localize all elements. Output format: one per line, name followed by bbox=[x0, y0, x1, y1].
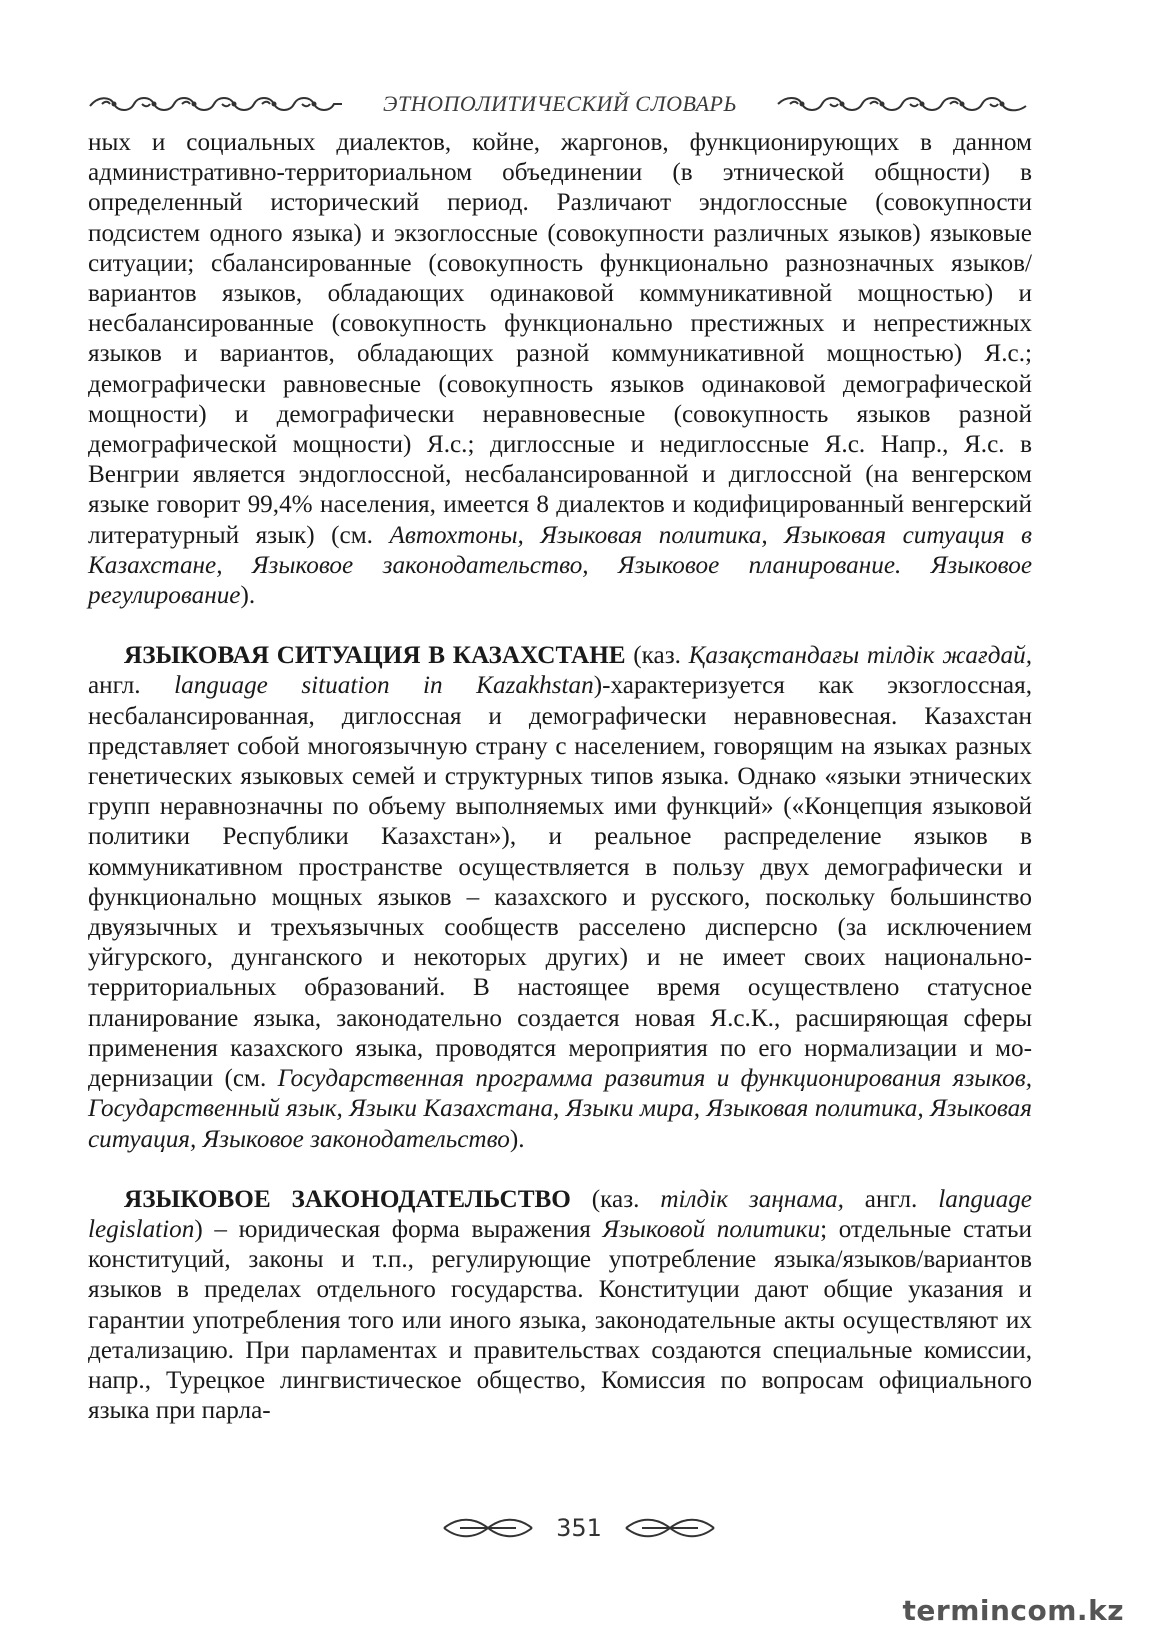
flourish-left-icon bbox=[440, 1515, 536, 1541]
entry-term: ЯЗЫКОВОЕ ЗАКОНОДАТЕЛЬСТВО bbox=[124, 1185, 571, 1213]
dictionary-entry-language-legislation: ЯЗЫКОВОЕ ЗАКОНОДАТЕЛЬСТВО (каз. тілдік заңнама, англ. language legislation) – юридическая форма выражения Языковой политики; отдельные статьи конституций, законы и т.п., регулирующие употребление языка/языков/вариантов языков в пределах отдельного государства. Конституции дают общие указания и гарантии употребления того или иного языка, законодательные акты осуществляют их детализацию. При парламентах и правительствах создаются специальные комиссии, напр., Турецкое лингвистическое общество, Комиссия по вопросам официального языка при парла- bbox=[88, 1185, 1032, 1425]
cross-references: Автохтоны, Языковая политика, Языковая ситуация в Казахстане, Языковое законодательство, Языковое планирование. Языковое регулирование bbox=[88, 521, 1032, 610]
ornament-left-icon bbox=[88, 92, 344, 116]
dictionary-entry-language-situation-kazakhstan: ЯЗЫКОВАЯ СИТУАЦИЯ В КАЗАХСТАНЕ (каз. Қазақстандағы тілдік жағдай, англ. language situation in Kazakhstan)-характеризуется как экзоглоссная, несбалансированная, диглоссная и демографически неравновесная. Казахстан представляет собой многоязычную страну с населением, говорящим на языках разных генетических языковых семей и структурных типов языка. Однако «языки этнических групп неравнозначны по объему выполняемых ими функций» («Концепция языковой политики Республики Казахстан»), и реальное распределение языков в коммуникативном пространстве осуществляется в пользу двух демографически и функционально мощных языков – казахского и русского, поскольку большинство двуязычных и трехъязычных сообществ расселено дисперсно (за исключением уйгурского, дунганского и некоторых других) и не имеет своих национально-территориальных образований. В настоящее время осуществлено статусное планирование языка, законодательно создается новая Я.с.К., расширяющая сферы применения казахского языка, проводятся мероприятия по его нормализации и модернизации (см. Государственная программа развития и функционирования языков, Государственный язык, Языки Казахстана, Языки мира, Языковая политика, Языковая ситуация, Языковое законодательство). bbox=[88, 642, 1032, 1153]
running-header bbox=[88, 84, 1032, 124]
english-equivalent: language legislation bbox=[88, 1185, 1032, 1243]
flourish-right-icon bbox=[622, 1515, 718, 1541]
cross-reference: Языковой политики bbox=[602, 1215, 821, 1243]
page-body bbox=[88, 128, 1032, 1426]
english-equivalent: language situation in Kazakhstan bbox=[174, 672, 594, 700]
site-watermark: termincom.kz bbox=[902, 1594, 1124, 1627]
running-header-title: ЭТНОПОЛИТИЧЕСКИЙ СЛОВАРЬ bbox=[383, 91, 737, 116]
entry-term: ЯЗЫКОВАЯ СИТУАЦИЯ В КАЗАХСТАНЕ bbox=[124, 642, 626, 670]
kazakh-equivalent: Қазақстандағы тілдік жағдай, bbox=[688, 642, 1032, 670]
continued-paragraph: ных и социальных диалектов, койне, жаргонов, функционирующих в данном административно-территориальном объединении (в этнической общности) в определенный исторический период. Различают эндоглоссные (совокупности подсистем одного языка) и экзоглоссные (совокупности различных языков) языковые ситуации; сбалансированные (совокупность функционально разнозначных языков/вариантов языков, обладающих одинаковой коммуникативной мощностью) и несбалансированные (совокупность функционально престижных и непрестижных языков и вариантов, обладающих разной коммуникативной мощностью) Я.с.; демографически равновесные (совокупность языков одинаковой демографической мощности) и демографически неравновесные (совокупность языков разной демографической мощности) Я.с.; диглоссные и недиглоссные Я.с. Напр., Я.с. в Венгрии является эндоглоссной, несбалансированной и диглоссной (на венгерском языке говорит 99,4% населения, имеется 8 диалектов и кодифицированный венгерский литературный язык) (см. Автохтоны, Языковая политика, Языковая ситуация в Казахстане, Языковое законодательство, Языковое планирование. Языковое регулирование). bbox=[88, 129, 1032, 610]
kazakh-equivalent: тілдік заңнама, bbox=[660, 1185, 844, 1213]
page-footer bbox=[0, 1508, 1158, 1548]
page-number: 351 bbox=[556, 1514, 602, 1542]
cross-references: Государственная программа развития и функционирования языков, Государственный язык, Языки Казахстана, Языки мира, Языковая политика, Языковая ситуация, Языковое законодательство bbox=[88, 1065, 1032, 1153]
ornament-right-icon bbox=[776, 92, 1032, 116]
